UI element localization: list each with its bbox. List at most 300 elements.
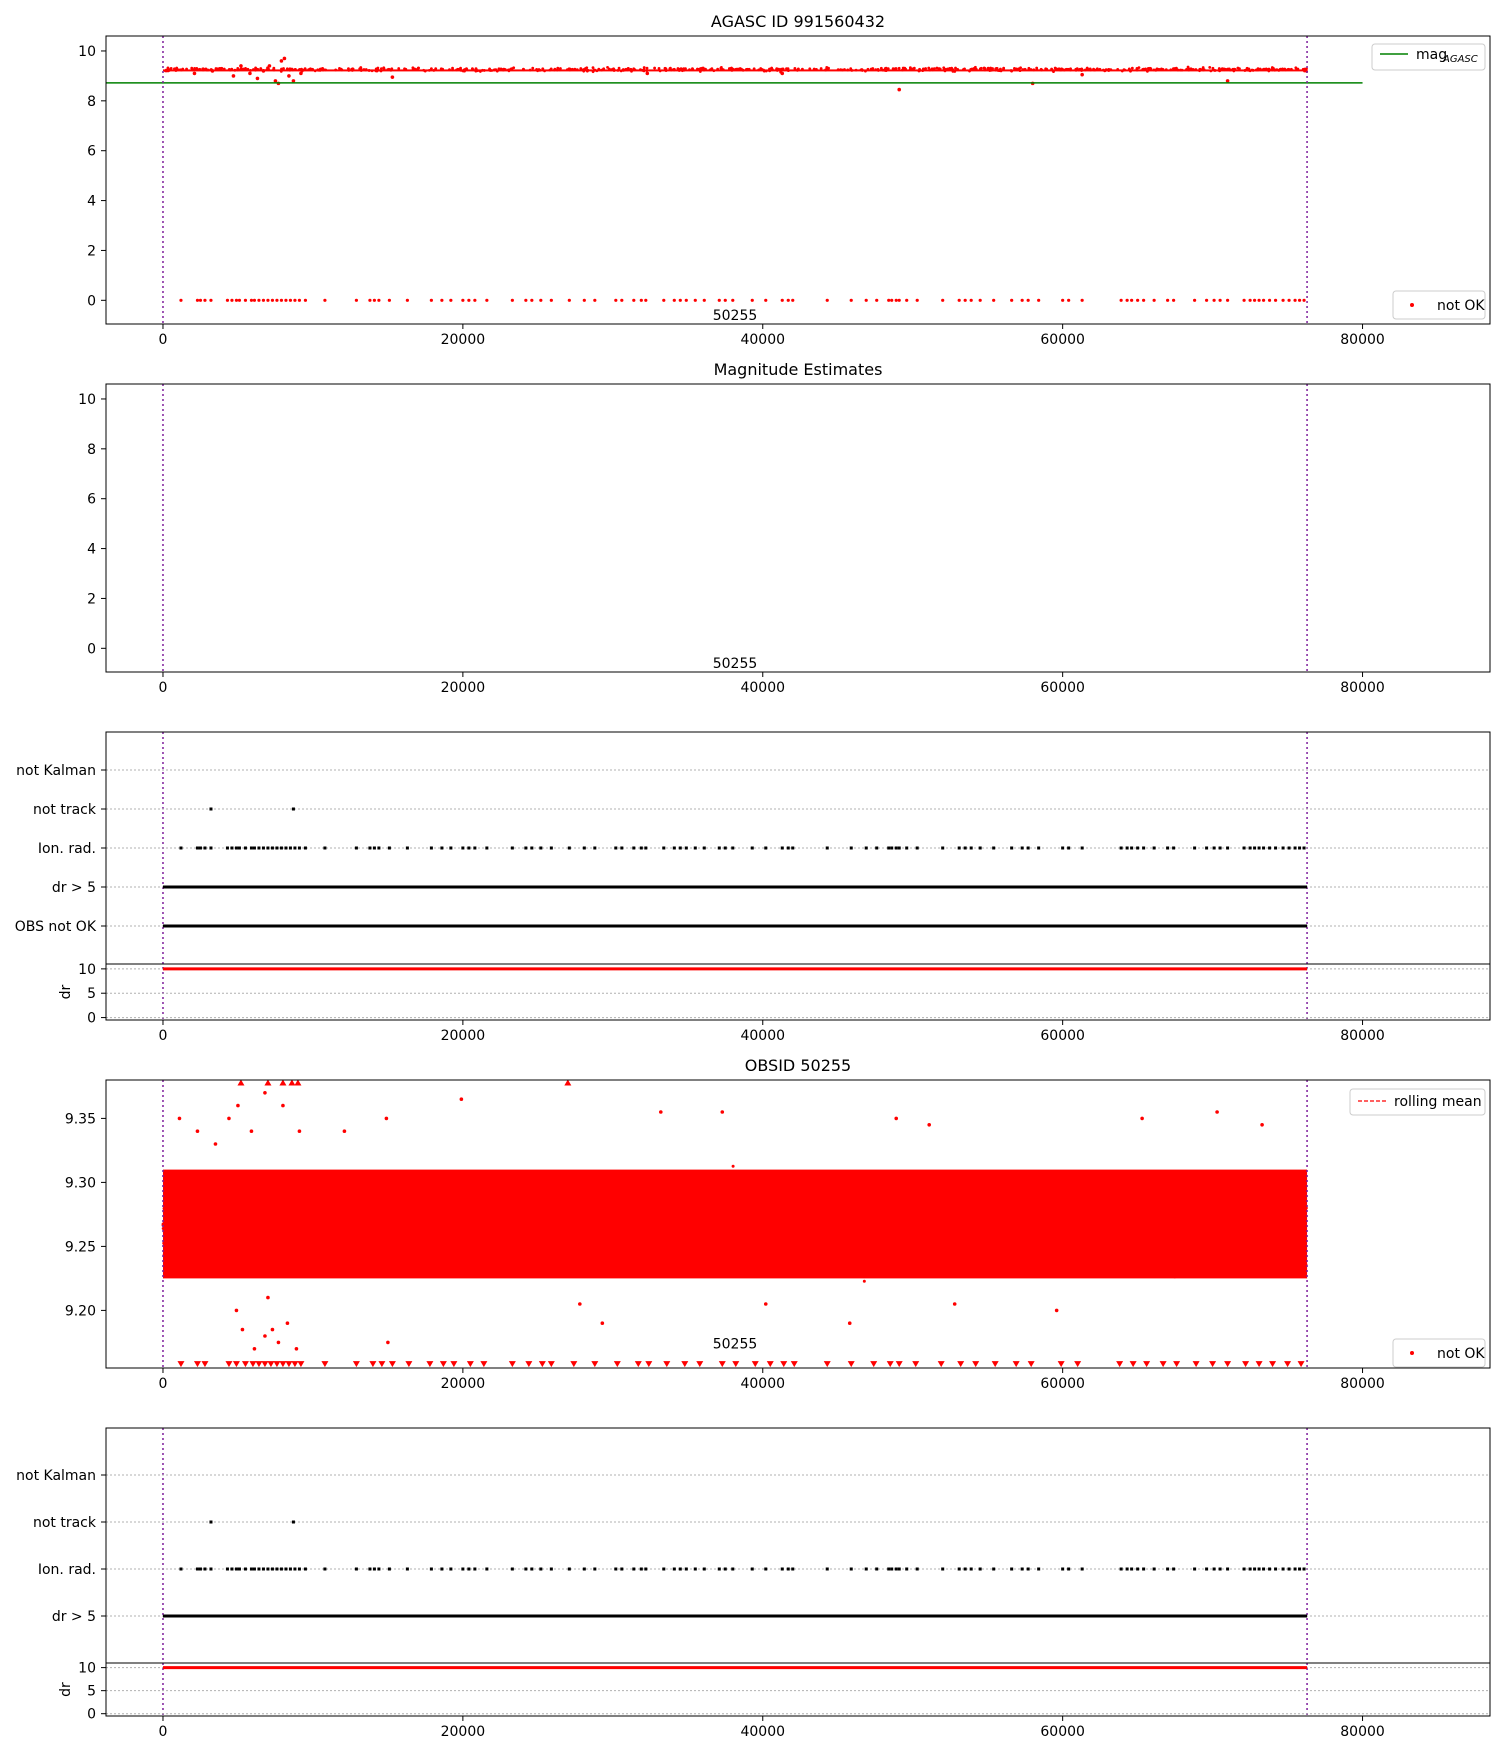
mag-point [655, 1214, 658, 1217]
mag-point [730, 67, 733, 70]
mag-point [945, 1207, 948, 1210]
mag-point [783, 1244, 786, 1247]
mag-point [318, 1244, 321, 1247]
mag-point [1180, 1247, 1183, 1250]
flag-marker [1120, 1568, 1123, 1571]
flag-marker [250, 1568, 253, 1571]
mag-point [508, 69, 511, 72]
mag-point [1156, 68, 1159, 71]
mag-point [1178, 1238, 1181, 1241]
mag-point [1184, 1202, 1187, 1205]
mag-point [810, 1185, 813, 1188]
mag-point [871, 1212, 874, 1215]
mag-point [1017, 1224, 1020, 1227]
mag-outlier-point [248, 72, 252, 76]
mag-point [167, 68, 170, 71]
mag-point [711, 1216, 714, 1219]
flag-marker [1282, 1568, 1285, 1571]
not-ok-point [875, 299, 878, 302]
mag-point [837, 68, 840, 71]
mag-point [1020, 1201, 1023, 1204]
mag-point [286, 67, 289, 70]
flag-marker [355, 1568, 358, 1571]
mag-point [632, 1236, 635, 1239]
mag-point [1148, 1213, 1151, 1216]
mag-point [625, 1205, 628, 1208]
mag-point [1085, 1185, 1088, 1188]
mag-point [1184, 1217, 1187, 1220]
mag-point [764, 1192, 767, 1195]
mag-point [1277, 69, 1280, 72]
mag-point [341, 1190, 344, 1193]
flag-marker [731, 1568, 734, 1571]
not-ok-point [203, 299, 206, 302]
mag-point [1064, 1210, 1067, 1213]
flag-marker [1262, 847, 1265, 850]
mag-point [1203, 1247, 1206, 1250]
mag-point [772, 1216, 775, 1219]
mag-point [963, 1242, 966, 1245]
mag-point [1205, 1230, 1208, 1233]
flag-marker [1219, 1568, 1222, 1571]
flag-marker [209, 808, 212, 811]
mag-point [595, 1222, 598, 1225]
mag-point [526, 1205, 529, 1208]
mag-point [468, 1203, 471, 1206]
x-tick-label: 20000 [440, 1724, 486, 1740]
flag-marker [280, 847, 283, 850]
flag-marker [614, 847, 617, 850]
mag-outlier-point [848, 1321, 852, 1325]
mag-point [969, 1238, 972, 1241]
mag-point [217, 1214, 220, 1217]
mag-point [665, 1240, 668, 1243]
not-ok-point [787, 299, 790, 302]
mag-point [449, 1206, 452, 1209]
mag-point [214, 1241, 217, 1244]
mag-point [220, 1245, 223, 1248]
mag-point [1105, 68, 1108, 71]
flag-row-label: not Kalman [16, 1468, 96, 1484]
flag-marker [406, 1568, 409, 1571]
mag-point [1179, 1254, 1182, 1257]
mag-point [644, 1224, 647, 1227]
mag-point [653, 67, 656, 70]
mag-point [671, 1233, 674, 1236]
not-ok-point [1281, 299, 1284, 302]
mag-point [1022, 1248, 1025, 1251]
mag-point [1264, 1240, 1267, 1243]
mag-point [1129, 69, 1132, 72]
mag-point [460, 1244, 463, 1247]
mag-outlier-point [263, 1334, 267, 1338]
mag-point [812, 1201, 815, 1204]
mag-point [322, 1219, 325, 1222]
mag-point [694, 1204, 697, 1207]
mag-point [1166, 1227, 1169, 1230]
flag-marker [1010, 1568, 1013, 1571]
mag-point [300, 1240, 303, 1243]
mag-point [660, 1201, 663, 1204]
mag-point [645, 1244, 648, 1247]
mag-point [259, 67, 262, 70]
mag-point [590, 1223, 593, 1226]
x-tick-label: 60000 [1040, 1724, 1085, 1740]
mag-point [835, 1207, 838, 1210]
mag-point [395, 1232, 398, 1235]
mag-point [514, 1209, 517, 1212]
mag-point [809, 1250, 812, 1253]
mag-point [822, 1265, 825, 1268]
mag-point [931, 1213, 934, 1216]
mag-point [631, 1196, 634, 1199]
mag-point [370, 1251, 373, 1254]
mag-point [615, 1207, 618, 1210]
mag-point [220, 1240, 223, 1243]
mag-outlier-point [239, 64, 243, 68]
mag-point [179, 68, 182, 71]
mag-point [529, 69, 532, 72]
mag-point [658, 1230, 661, 1233]
mag-point [538, 68, 541, 71]
mag-point [1122, 1234, 1125, 1237]
mag-outlier-point [953, 1302, 957, 1306]
mag-point [1080, 1200, 1083, 1203]
mag-point [366, 1221, 369, 1224]
mag-point [1233, 1241, 1236, 1244]
mag-point [952, 1224, 955, 1227]
mag-point [1076, 67, 1079, 70]
x-tick-label: 40000 [740, 1724, 786, 1740]
mag-point [199, 1246, 202, 1249]
mag-point [422, 1206, 425, 1209]
mag-point [578, 1214, 581, 1217]
mag-point [323, 1211, 326, 1214]
mag-point [444, 1236, 447, 1239]
mag-point [545, 1229, 548, 1232]
mag-point [825, 1202, 828, 1205]
mag-point [670, 1240, 673, 1243]
mag-point [306, 1201, 309, 1204]
mag-point [434, 67, 437, 70]
mag-point [194, 1241, 197, 1244]
mag-point [790, 1186, 793, 1189]
flag-marker [377, 847, 380, 850]
mag-point [962, 1214, 965, 1217]
mag-point [1156, 1190, 1159, 1193]
mag-point [789, 1200, 792, 1203]
mag-point [397, 67, 400, 70]
mag-point [249, 1254, 252, 1257]
mag-point [1044, 1237, 1047, 1240]
mag-point [835, 1210, 838, 1213]
mag-point [1035, 67, 1038, 70]
mag-point [314, 1237, 317, 1240]
flag-marker [826, 847, 829, 850]
mag-point [561, 1203, 564, 1206]
mag-point [984, 1239, 987, 1242]
mag-point [694, 1198, 697, 1201]
mag-point [551, 1206, 554, 1209]
mag-point [753, 67, 756, 70]
mag-point [187, 1198, 190, 1201]
mag-point [195, 1223, 198, 1226]
mag-point [1131, 1200, 1134, 1203]
mag-point [554, 1271, 557, 1274]
mag-point [735, 1211, 738, 1214]
mag-point [1134, 1201, 1137, 1204]
mag-point [1138, 66, 1141, 69]
mag-point [215, 1198, 218, 1201]
mag-point [683, 1220, 686, 1223]
flag-marker [1126, 1568, 1129, 1571]
flag-marker [304, 1568, 307, 1571]
mag-point [1272, 1224, 1275, 1227]
flag-marker [1288, 847, 1291, 850]
mag-point [833, 1226, 836, 1229]
mag-point [1284, 1211, 1287, 1214]
mag-point [936, 1220, 939, 1223]
mag-point [561, 1255, 564, 1258]
flag-marker [226, 847, 229, 850]
mag-point [899, 1246, 902, 1249]
mag-point [538, 1215, 541, 1218]
mag-point [983, 1218, 986, 1221]
mag-point [632, 1247, 635, 1250]
not-ok-point [235, 299, 238, 302]
mag-point [718, 1230, 721, 1233]
mag-point [762, 1238, 765, 1241]
mag-point [295, 1206, 298, 1209]
mag-point [1141, 1224, 1144, 1227]
mag-point [1137, 1208, 1140, 1211]
mag-point [1159, 1208, 1162, 1211]
not-ok-point [266, 299, 269, 302]
mag-point [329, 1223, 332, 1226]
mag-point [1136, 1241, 1139, 1244]
mag-point [507, 1219, 510, 1222]
mag-point [255, 1228, 258, 1231]
mag-point [513, 1231, 516, 1234]
mag-point [310, 1219, 313, 1222]
mag-point [512, 66, 515, 69]
dr-axis-label: dr [58, 1682, 74, 1697]
mag-point [863, 1280, 866, 1283]
mag-point [1041, 1240, 1044, 1243]
mag-point [400, 1238, 403, 1241]
flag-marker [485, 847, 488, 850]
mag-point [908, 1242, 911, 1245]
mag-point [682, 1248, 685, 1251]
mag-point [1290, 68, 1293, 71]
mag-point [1269, 1218, 1272, 1221]
mag-point [1248, 1217, 1251, 1220]
mag-point [691, 1269, 694, 1272]
flag-marker [280, 1568, 283, 1571]
mag-point [712, 69, 715, 72]
mag-point [181, 1219, 184, 1222]
mag-point [847, 1194, 850, 1197]
mag-point [383, 68, 386, 71]
mag-point [210, 1207, 213, 1210]
mag-point [975, 1211, 978, 1214]
mag-point [542, 1249, 545, 1252]
mag-point [453, 1213, 456, 1216]
mag-point [594, 1210, 597, 1213]
flag-marker [1303, 1568, 1306, 1571]
mag-point [939, 1225, 942, 1228]
mag-point [1003, 1252, 1006, 1255]
mag-point [421, 1236, 424, 1239]
mag-point [907, 1196, 910, 1199]
mag-point [1070, 1216, 1073, 1219]
mag-point [573, 68, 576, 71]
mag-point [510, 1213, 513, 1216]
mag-point [267, 1195, 270, 1198]
mag-point [836, 1203, 839, 1206]
mag-point [1295, 1178, 1298, 1181]
mag-point [1138, 1196, 1141, 1199]
mag-point [484, 1202, 487, 1205]
not-ok-point [511, 299, 514, 302]
mag-point [831, 1184, 834, 1187]
mag-point [970, 1197, 973, 1200]
mag-point [862, 1195, 865, 1198]
mag-point [459, 1266, 462, 1269]
mag-point [1194, 1217, 1197, 1220]
obsid-label: 50255 [712, 656, 758, 672]
mag-point [1272, 1214, 1275, 1217]
mag-point [1161, 1222, 1164, 1225]
flag-marker [724, 847, 727, 850]
flag-marker [1067, 1568, 1070, 1571]
mag-point [336, 1220, 339, 1223]
mag-point [632, 67, 635, 70]
mag-point [1094, 69, 1097, 72]
mag-point [734, 1236, 737, 1239]
flag-marker [1268, 847, 1271, 850]
mag-point [936, 1252, 939, 1255]
mag-point [517, 1194, 520, 1197]
mag-point [273, 1216, 276, 1219]
mag-point [511, 1268, 514, 1271]
mag-point [304, 1216, 307, 1219]
mag-point [416, 1214, 419, 1217]
mag-point [571, 1205, 574, 1208]
mag-point [249, 1249, 252, 1252]
not-ok-point [368, 299, 371, 302]
flag-marker [703, 1568, 706, 1571]
mag-point [837, 1225, 840, 1228]
mag-point [790, 1207, 793, 1210]
mag-point [1162, 1251, 1165, 1254]
flag-marker [539, 847, 542, 850]
mag-point [761, 1222, 764, 1225]
mag-point [866, 1206, 869, 1209]
mag-point [1023, 1207, 1026, 1210]
mag-point [735, 1196, 738, 1199]
mag-point [926, 1223, 929, 1226]
mag-point [726, 1186, 729, 1189]
mag-point [1024, 1211, 1027, 1214]
mag-point [280, 70, 283, 73]
not-ok-point [1298, 299, 1301, 302]
mag-point [1271, 1232, 1274, 1235]
not-ok-point [568, 299, 571, 302]
mag-point [345, 1219, 348, 1222]
mag-point [899, 1241, 902, 1244]
mag-point [1045, 1213, 1048, 1216]
mag-point [351, 1246, 354, 1249]
mag-point [1112, 1219, 1115, 1222]
mag-point [1031, 1223, 1034, 1226]
mag-point [694, 1215, 697, 1218]
mag-point [476, 1259, 479, 1262]
mag-point [224, 1250, 227, 1253]
mag-point [640, 1225, 643, 1228]
mag-point [219, 1222, 222, 1225]
mag-point [493, 68, 496, 71]
x-tick-label: 80000 [1340, 1028, 1385, 1044]
mag-point [723, 1203, 726, 1206]
mag-point [766, 1218, 769, 1221]
mag-point [209, 1222, 212, 1225]
mag-point [816, 1206, 819, 1209]
mag-point [344, 1236, 347, 1239]
mag-outlier-point [178, 1117, 182, 1121]
mag-point [1267, 68, 1270, 71]
mag-point [586, 1208, 589, 1211]
mag-point [1030, 1231, 1033, 1234]
mag-point [914, 1198, 917, 1201]
mag-point [617, 1198, 620, 1201]
mag-point [1229, 1213, 1232, 1216]
flag-row-label: Ion. rad. [37, 1562, 96, 1578]
flag-marker [1268, 1568, 1271, 1571]
mag-point [1279, 1202, 1282, 1205]
mag-point [300, 1230, 303, 1233]
mag-point [960, 1211, 963, 1214]
mag-point [740, 68, 743, 71]
mag-point [1282, 1251, 1285, 1254]
mag-point [821, 1232, 824, 1235]
mag-point [815, 1218, 818, 1221]
mag-point [249, 1215, 252, 1218]
mag-point [435, 1209, 438, 1212]
mag-point [1227, 1225, 1230, 1228]
mag-point [1024, 68, 1027, 71]
mag-point [1139, 1231, 1142, 1234]
flag-marker [1258, 1568, 1261, 1571]
mag-point [531, 67, 534, 70]
mag-point [1061, 1225, 1064, 1228]
mag-point [237, 1238, 240, 1241]
flag-marker [196, 847, 199, 850]
mag-point [1002, 68, 1005, 71]
mag-point [849, 1234, 852, 1237]
flag-marker [1172, 847, 1175, 850]
mag-point [238, 1227, 241, 1230]
mag-point [1188, 1201, 1191, 1204]
mag-point [780, 1235, 783, 1238]
mag-point [1172, 1258, 1175, 1261]
mag-point [256, 68, 259, 71]
mag-point [1030, 1220, 1033, 1223]
not-ok-point [593, 299, 596, 302]
mag-point [447, 1213, 450, 1216]
mag-point [824, 1208, 827, 1211]
mag-point [638, 1196, 641, 1199]
